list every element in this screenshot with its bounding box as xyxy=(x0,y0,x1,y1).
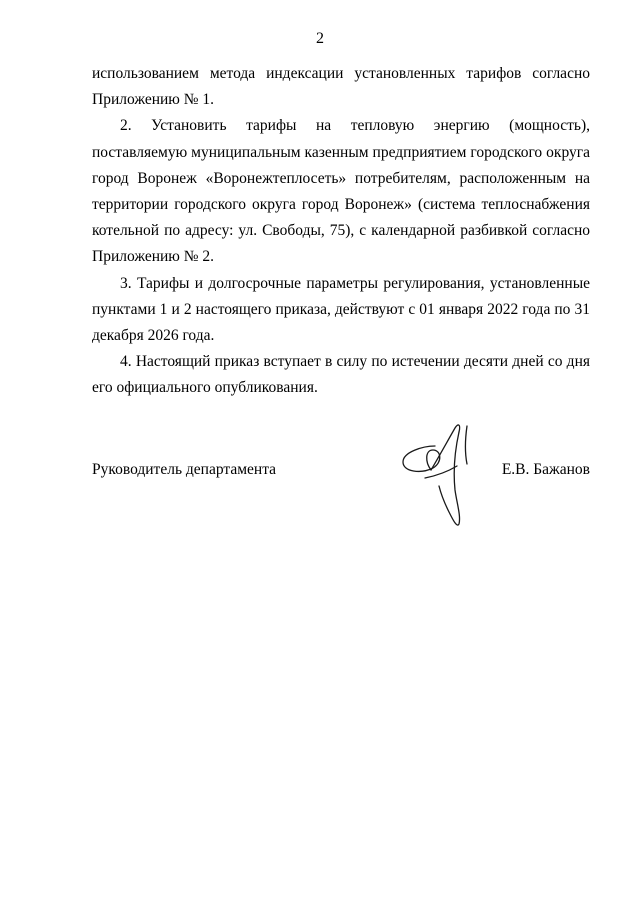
paragraph-continuation: использованием метода индексации установленных тарифов согласно Приложению № 1. xyxy=(92,65,590,109)
signature-block xyxy=(92,457,590,483)
paragraph-item-4: 4. Настоящий приказ вступает в силу по истечении десяти дней со дня его официального опубликования. xyxy=(92,353,590,397)
paragraph-item-2: 2. Установить тарифы на тепловую энергию (мощность), поставляемую муниципальным казенным предприятием городского округа город Воронеж «Воронежтеплосеть» потребителям, расположенным на территории городского округа город Воронеж» (система теплоснабжения котельной по адресу: ул. Свободы, 75), с календарной разбивкой согласно Приложению № 2. xyxy=(92,117,590,266)
document-body xyxy=(92,61,590,402)
handwritten-signature xyxy=(395,420,495,530)
signer-position: Руководитель департамента xyxy=(92,461,277,478)
paragraph-item-3: 3. Тарифы и долгосрочные параметры регулирования, установленные пунктами 1 и 2 настоящего приказа, действуют с 01 января 2022 года по 31 декабря 2026 года. xyxy=(92,274,590,345)
signer-name: Е.В. Бажанов xyxy=(501,461,590,478)
page-number: 2 xyxy=(316,30,324,47)
